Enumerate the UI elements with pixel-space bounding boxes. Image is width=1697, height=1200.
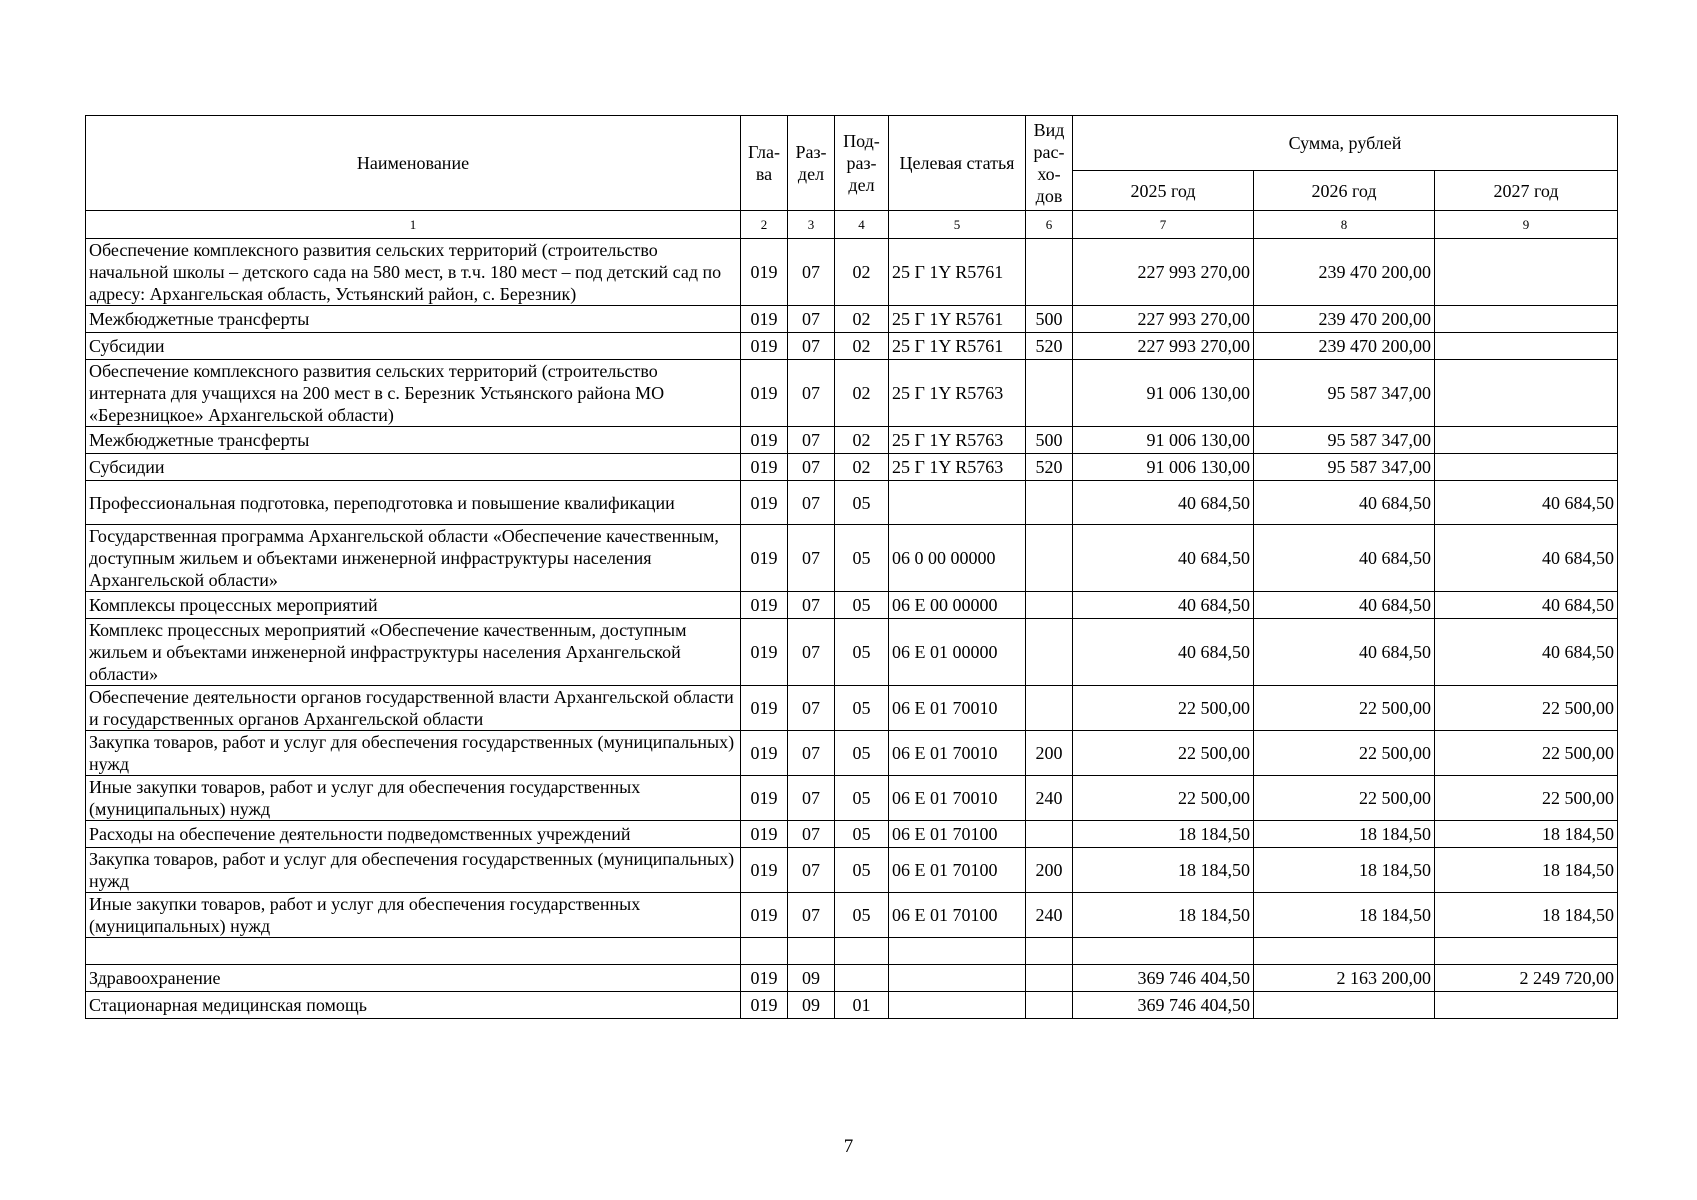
row-sum-2026: 239 470 200,00 xyxy=(1254,333,1435,360)
row-sum-2025: 227 993 270,00 xyxy=(1073,333,1254,360)
row-sum-2026 xyxy=(1254,938,1435,965)
row-expense-type: 520 xyxy=(1026,333,1073,360)
table-row xyxy=(86,306,1618,333)
row-name: Обеспечение деятельности органов государственной власти Архангельской области и государственных органов Архангельской области xyxy=(86,686,741,731)
row-sum-2025: 369 746 404,50 xyxy=(1073,992,1254,1019)
row-chapter: 019 xyxy=(741,481,788,525)
row-subsection: 02 xyxy=(835,306,889,333)
row-target-article: 06 Е 01 70010 xyxy=(889,686,1026,731)
row-expense-type xyxy=(1026,619,1073,686)
row-subsection: 02 xyxy=(835,360,889,427)
row-sum-2025: 227 993 270,00 xyxy=(1073,306,1254,333)
row-sum-2027 xyxy=(1435,427,1618,454)
row-sum-2025: 369 746 404,50 xyxy=(1073,965,1254,992)
row-sum-2025 xyxy=(1073,938,1254,965)
row-chapter: 019 xyxy=(741,306,788,333)
header-year-2027: 2027 год xyxy=(1435,171,1618,211)
row-subsection: 05 xyxy=(835,619,889,686)
row-subsection: 05 xyxy=(835,848,889,893)
row-subsection: 05 xyxy=(835,731,889,776)
row-target-article xyxy=(889,965,1026,992)
row-name: Субсидии xyxy=(86,333,741,360)
row-subsection: 02 xyxy=(835,333,889,360)
table-row xyxy=(86,965,1618,992)
row-section: 07 xyxy=(788,333,835,360)
row-section xyxy=(788,938,835,965)
row-sum-2027: 18 184,50 xyxy=(1435,848,1618,893)
row-sum-2025: 22 500,00 xyxy=(1073,776,1254,821)
row-sum-2026: 22 500,00 xyxy=(1254,776,1435,821)
table-row xyxy=(86,893,1618,938)
column-number: 5 xyxy=(889,211,1026,239)
row-sum-2026: 95 587 347,00 xyxy=(1254,454,1435,481)
row-name: Государственная программа Архангельской области «Обеспечение качественным, доступным жильем и объектами инженерной инфраструктуры населения Архангельской области» xyxy=(86,525,741,592)
row-sum-2025: 18 184,50 xyxy=(1073,821,1254,848)
row-sum-2027: 22 500,00 xyxy=(1435,686,1618,731)
table-row xyxy=(86,525,1618,592)
row-sum-2026: 18 184,50 xyxy=(1254,821,1435,848)
row-target-article: 06 Е 01 00000 xyxy=(889,619,1026,686)
row-sum-2026: 95 587 347,00 xyxy=(1254,360,1435,427)
row-sum-2025: 40 684,50 xyxy=(1073,619,1254,686)
row-name: Закупка товаров, работ и услуг для обеспечения государственных (муниципальных) нужд xyxy=(86,731,741,776)
row-section: 07 xyxy=(788,481,835,525)
row-section: 07 xyxy=(788,776,835,821)
row-sum-2026: 40 684,50 xyxy=(1254,525,1435,592)
row-name: Комплекс процессных мероприятий «Обеспечение качественным, доступным жильем и объектами инженерной инфраструктуры населения Архангельской области» xyxy=(86,619,741,686)
row-target-article: 06 0 00 00000 xyxy=(889,525,1026,592)
column-number: 9 xyxy=(1435,211,1618,239)
row-chapter: 019 xyxy=(741,686,788,731)
row-chapter: 019 xyxy=(741,333,788,360)
row-subsection xyxy=(835,938,889,965)
row-name: Комплексы процессных мероприятий xyxy=(86,592,741,619)
row-target-article xyxy=(889,938,1026,965)
row-subsection: 01 xyxy=(835,992,889,1019)
row-subsection: 05 xyxy=(835,893,889,938)
header-year-2026: 2026 год xyxy=(1254,171,1435,211)
row-target-article: 06 Е 01 70100 xyxy=(889,848,1026,893)
row-expense-type xyxy=(1026,992,1073,1019)
table-row xyxy=(86,333,1618,360)
table-row xyxy=(86,427,1618,454)
column-number: 7 xyxy=(1073,211,1254,239)
table-row xyxy=(86,360,1618,427)
row-sum-2025: 18 184,50 xyxy=(1073,848,1254,893)
row-target-article: 06 Е 01 70100 xyxy=(889,893,1026,938)
row-section: 07 xyxy=(788,848,835,893)
table-row xyxy=(86,731,1618,776)
row-chapter: 019 xyxy=(741,427,788,454)
table-row xyxy=(86,848,1618,893)
row-subsection xyxy=(835,965,889,992)
row-chapter: 019 xyxy=(741,992,788,1019)
row-chapter: 019 xyxy=(741,821,788,848)
row-subsection: 05 xyxy=(835,821,889,848)
row-subsection: 05 xyxy=(835,525,889,592)
table-row xyxy=(86,821,1618,848)
row-sum-2027 xyxy=(1435,333,1618,360)
row-section: 07 xyxy=(788,592,835,619)
row-name: Межбюджетные трансферты xyxy=(86,427,741,454)
row-expense-type xyxy=(1026,686,1073,731)
row-chapter: 019 xyxy=(741,592,788,619)
row-sum-2025: 22 500,00 xyxy=(1073,686,1254,731)
row-section: 07 xyxy=(788,619,835,686)
row-sum-2025: 40 684,50 xyxy=(1073,592,1254,619)
row-sum-2026: 239 470 200,00 xyxy=(1254,239,1435,306)
header-subsection: Под-раз-дел xyxy=(835,116,889,211)
row-sum-2026: 18 184,50 xyxy=(1254,893,1435,938)
row-sum-2025: 227 993 270,00 xyxy=(1073,239,1254,306)
row-expense-type xyxy=(1026,481,1073,525)
row-sum-2025: 18 184,50 xyxy=(1073,893,1254,938)
row-sum-2026 xyxy=(1254,992,1435,1019)
row-sum-2027: 22 500,00 xyxy=(1435,731,1618,776)
row-sum-2026: 95 587 347,00 xyxy=(1254,427,1435,454)
row-expense-type xyxy=(1026,938,1073,965)
header-chapter: Гла-ва xyxy=(741,116,788,211)
row-name: Закупка товаров, работ и услуг для обеспечения государственных (муниципальных) нужд xyxy=(86,848,741,893)
row-chapter: 019 xyxy=(741,525,788,592)
row-section: 07 xyxy=(788,893,835,938)
row-target-article: 25 Г 1Y R5761 xyxy=(889,306,1026,333)
row-sum-2027: 40 684,50 xyxy=(1435,592,1618,619)
row-sum-2027 xyxy=(1435,938,1618,965)
row-section: 07 xyxy=(788,306,835,333)
row-sum-2027: 40 684,50 xyxy=(1435,525,1618,592)
column-number-row xyxy=(86,211,1618,239)
row-chapter: 019 xyxy=(741,776,788,821)
table-row xyxy=(86,776,1618,821)
row-section: 07 xyxy=(788,731,835,776)
row-name xyxy=(86,938,741,965)
row-target-article: 25 Г 1Y R5763 xyxy=(889,360,1026,427)
row-expense-type: 500 xyxy=(1026,306,1073,333)
row-target-article: 25 Г 1Y R5763 xyxy=(889,454,1026,481)
row-sum-2025: 40 684,50 xyxy=(1073,525,1254,592)
row-sum-2026: 18 184,50 xyxy=(1254,848,1435,893)
row-expense-type xyxy=(1026,239,1073,306)
table-row xyxy=(86,938,1618,965)
table-row xyxy=(86,592,1618,619)
row-sum-2027: 2 249 720,00 xyxy=(1435,965,1618,992)
row-name: Иные закупки товаров, работ и услуг для обеспечения государственных (муниципальных) нужд xyxy=(86,776,741,821)
row-target-article: 06 Е 01 70010 xyxy=(889,776,1026,821)
row-expense-type xyxy=(1026,821,1073,848)
row-sum-2027: 40 684,50 xyxy=(1435,619,1618,686)
row-chapter: 019 xyxy=(741,893,788,938)
row-chapter: 019 xyxy=(741,848,788,893)
table-row xyxy=(86,686,1618,731)
row-section: 09 xyxy=(788,965,835,992)
row-section: 07 xyxy=(788,239,835,306)
row-expense-type xyxy=(1026,525,1073,592)
row-expense-type xyxy=(1026,592,1073,619)
header-name: Наименование xyxy=(86,116,741,211)
row-chapter: 019 xyxy=(741,360,788,427)
row-name: Здравоохранение xyxy=(86,965,741,992)
row-subsection: 05 xyxy=(835,481,889,525)
row-name: Обеспечение комплексного развития сельских территорий (строительство начальной школы – детского сада на 580 мест, в т.ч. 180 мест – под детский сад по адресу: Архангельская область, Устьянский район, с. Березник) xyxy=(86,239,741,306)
row-section: 07 xyxy=(788,427,835,454)
table-row xyxy=(86,481,1618,525)
row-target-article: 25 Г 1Y R5763 xyxy=(889,427,1026,454)
row-subsection: 05 xyxy=(835,686,889,731)
row-name: Стационарная медицинская помощь xyxy=(86,992,741,1019)
row-sum-2026: 40 684,50 xyxy=(1254,592,1435,619)
row-sum-2026: 2 163 200,00 xyxy=(1254,965,1435,992)
budget-table xyxy=(85,115,1618,1019)
row-target-article: 06 Е 01 70010 xyxy=(889,731,1026,776)
row-target-article xyxy=(889,992,1026,1019)
row-name: Расходы на обеспечение деятельности подведомственных учреждений xyxy=(86,821,741,848)
row-name: Иные закупки товаров, работ и услуг для обеспечения государственных (муниципальных) нужд xyxy=(86,893,741,938)
row-target-article: 25 Г 1Y R5761 xyxy=(889,333,1026,360)
table-row xyxy=(86,454,1618,481)
row-section: 07 xyxy=(788,360,835,427)
row-sum-2026: 40 684,50 xyxy=(1254,619,1435,686)
row-expense-type: 240 xyxy=(1026,893,1073,938)
row-chapter: 019 xyxy=(741,619,788,686)
column-number: 4 xyxy=(835,211,889,239)
row-sum-2025: 91 006 130,00 xyxy=(1073,427,1254,454)
row-section: 09 xyxy=(788,992,835,1019)
row-expense-type xyxy=(1026,360,1073,427)
row-sum-2027 xyxy=(1435,360,1618,427)
row-section: 07 xyxy=(788,454,835,481)
row-section: 07 xyxy=(788,686,835,731)
row-sum-2026: 22 500,00 xyxy=(1254,731,1435,776)
row-subsection: 05 xyxy=(835,776,889,821)
row-name: Межбюджетные трансферты xyxy=(86,306,741,333)
row-section: 07 xyxy=(788,821,835,848)
row-expense-type: 500 xyxy=(1026,427,1073,454)
row-sum-2027 xyxy=(1435,992,1618,1019)
row-sum-2027 xyxy=(1435,454,1618,481)
row-expense-type: 200 xyxy=(1026,731,1073,776)
row-section: 07 xyxy=(788,525,835,592)
header-target: Целевая статья xyxy=(889,116,1026,211)
table-row xyxy=(86,619,1618,686)
row-sum-2027: 18 184,50 xyxy=(1435,821,1618,848)
row-name: Субсидии xyxy=(86,454,741,481)
row-sum-2026: 239 470 200,00 xyxy=(1254,306,1435,333)
row-subsection: 02 xyxy=(835,427,889,454)
header-expense-type: Вид рас-хо-дов xyxy=(1026,116,1073,211)
row-subsection: 02 xyxy=(835,239,889,306)
row-sum-2027 xyxy=(1435,306,1618,333)
row-expense-type: 520 xyxy=(1026,454,1073,481)
row-sum-2025: 91 006 130,00 xyxy=(1073,454,1254,481)
header-section: Раз-дел xyxy=(788,116,835,211)
row-chapter: 019 xyxy=(741,454,788,481)
row-target-article: 25 Г 1Y R5761 xyxy=(889,239,1026,306)
row-target-article xyxy=(889,481,1026,525)
column-number: 6 xyxy=(1026,211,1073,239)
row-chapter: 019 xyxy=(741,239,788,306)
row-sum-2026: 40 684,50 xyxy=(1254,481,1435,525)
row-target-article: 06 Е 00 00000 xyxy=(889,592,1026,619)
row-sum-2026: 22 500,00 xyxy=(1254,686,1435,731)
row-subsection: 05 xyxy=(835,592,889,619)
row-sum-2027: 40 684,50 xyxy=(1435,481,1618,525)
page-number: 7 xyxy=(843,1136,854,1157)
row-subsection: 02 xyxy=(835,454,889,481)
row-chapter: 019 xyxy=(741,965,788,992)
row-sum-2027: 18 184,50 xyxy=(1435,893,1618,938)
row-name: Профессиональная подготовка, переподготовка и повышение квалификации xyxy=(86,481,741,525)
row-chapter: 019 xyxy=(741,731,788,776)
row-chapter xyxy=(741,938,788,965)
row-sum-2027: 22 500,00 xyxy=(1435,776,1618,821)
row-sum-2025: 91 006 130,00 xyxy=(1073,360,1254,427)
table-row xyxy=(86,239,1618,306)
row-expense-type: 200 xyxy=(1026,848,1073,893)
row-sum-2025: 40 684,50 xyxy=(1073,481,1254,525)
row-target-article: 06 Е 01 70100 xyxy=(889,821,1026,848)
column-number: 3 xyxy=(788,211,835,239)
row-sum-2025: 22 500,00 xyxy=(1073,731,1254,776)
row-name: Обеспечение комплексного развития сельских территорий (строительство интерната для учащихся на 200 мест в с. Березник Устьянского района МО «Березницкое» Архангельской области) xyxy=(86,360,741,427)
column-number: 1 xyxy=(86,211,741,239)
column-number: 2 xyxy=(741,211,788,239)
header-year-2025: 2025 год xyxy=(1073,171,1254,211)
row-expense-type xyxy=(1026,965,1073,992)
row-sum-2027 xyxy=(1435,239,1618,306)
column-number: 8 xyxy=(1254,211,1435,239)
header-sum: Сумма, рублей xyxy=(1073,116,1618,171)
table-row xyxy=(86,992,1618,1019)
row-expense-type: 240 xyxy=(1026,776,1073,821)
